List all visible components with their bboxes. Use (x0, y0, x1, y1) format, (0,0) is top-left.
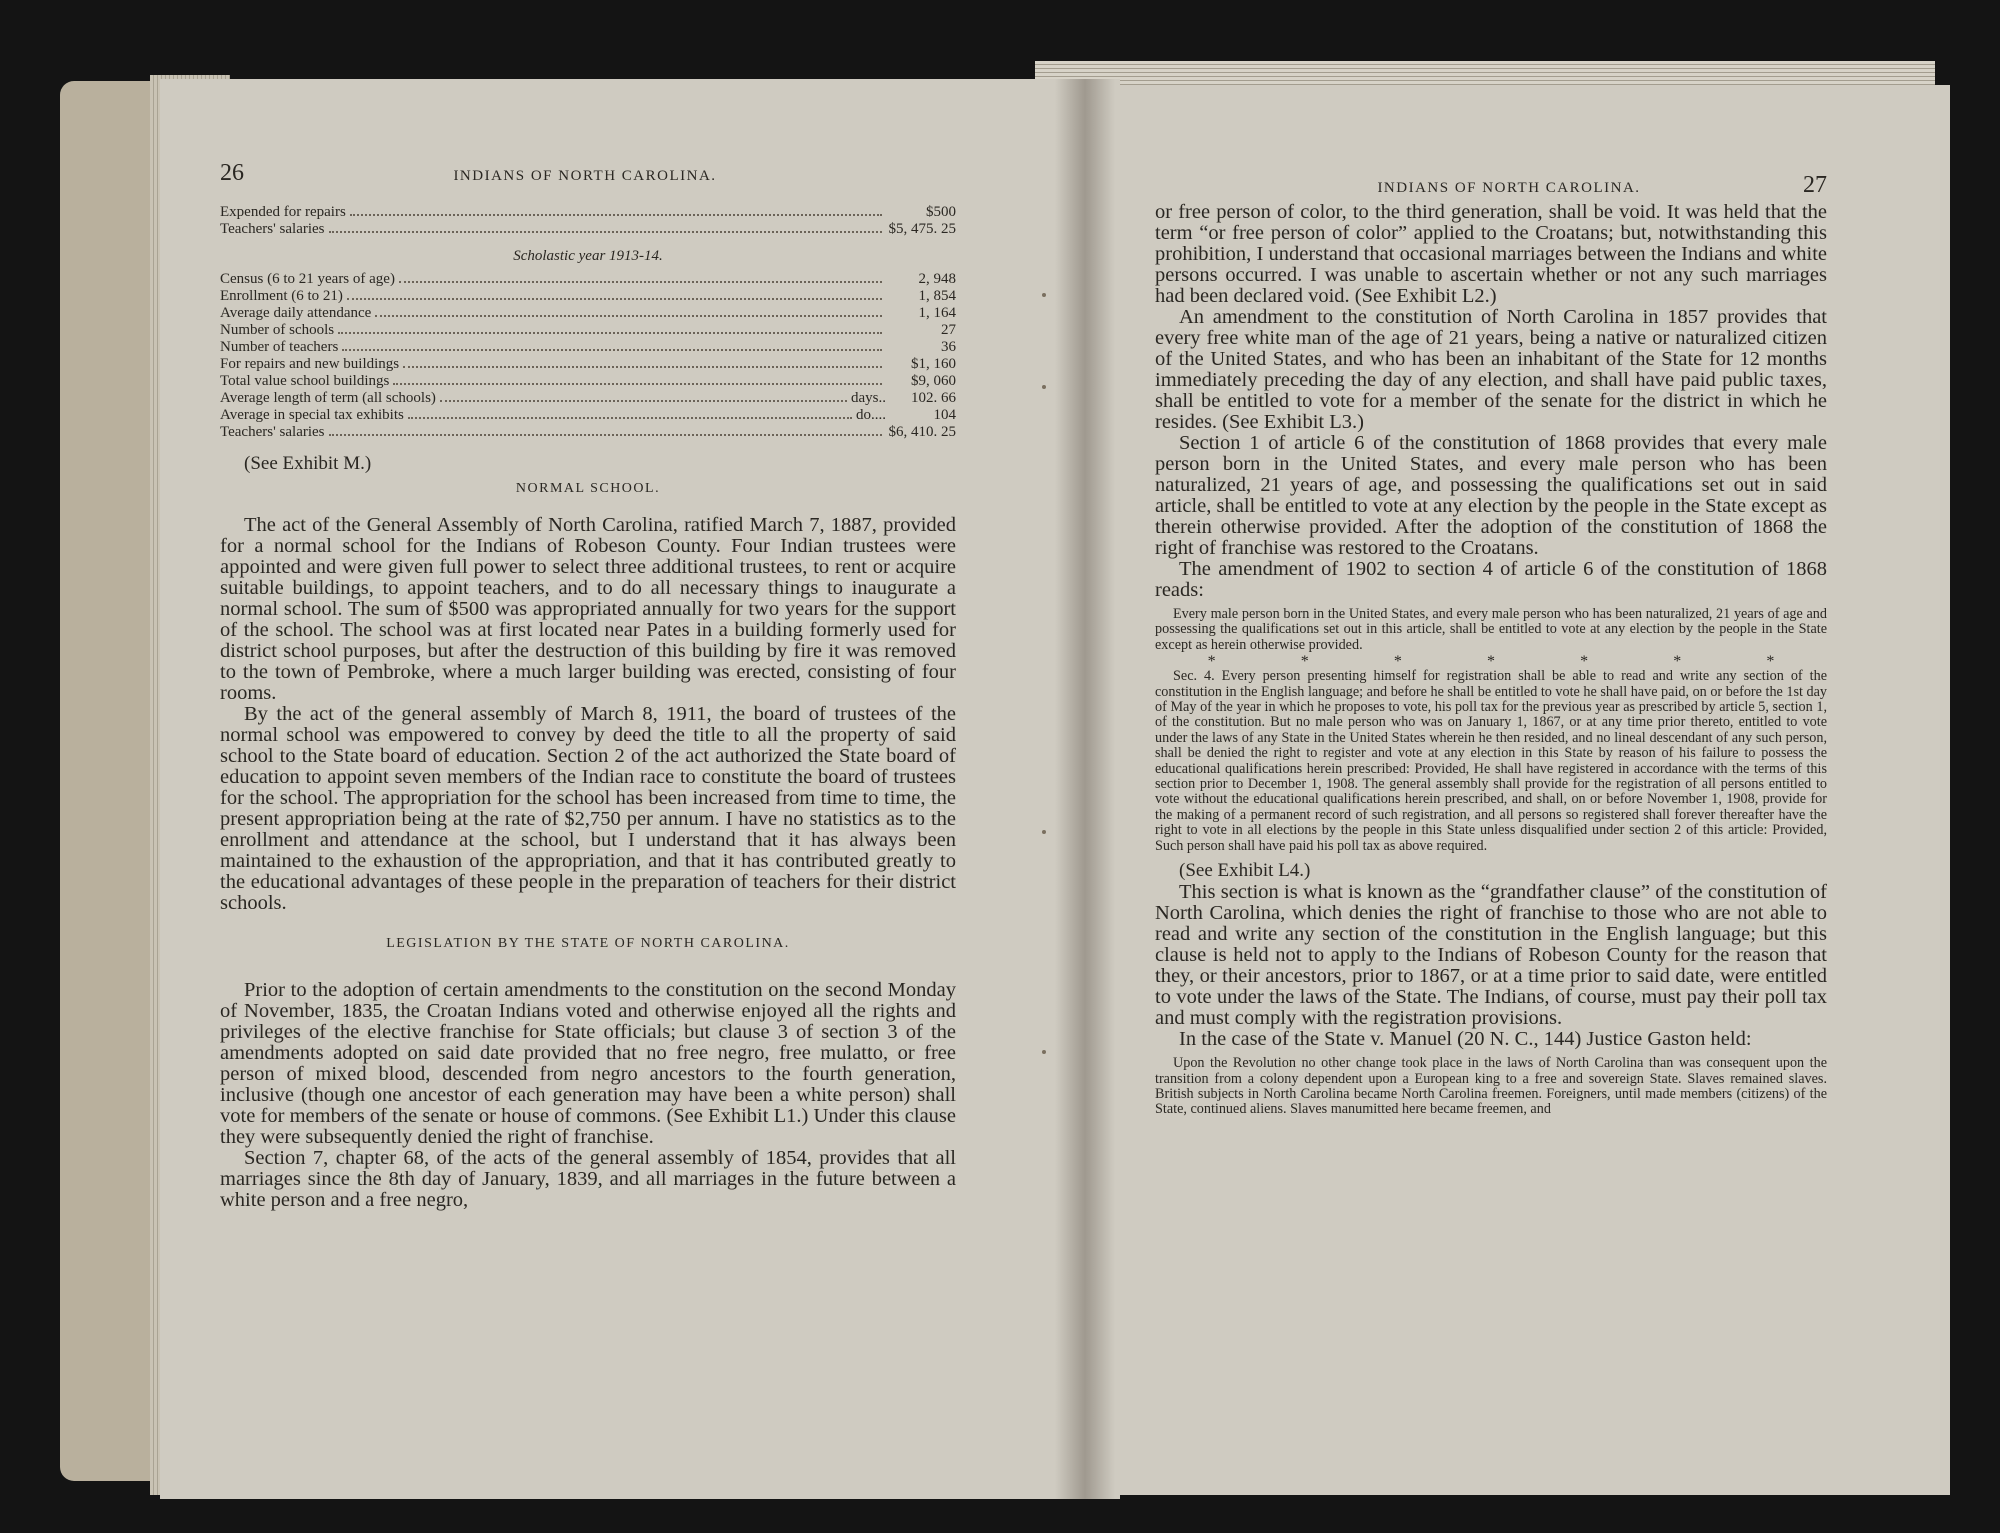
stat-row: Enrollment (6 to 21) 1, 854 (220, 288, 956, 304)
binding-stitch-mark (1042, 830, 1046, 834)
section-heading-legislation: LEGISLATION BY THE STATE OF NORTH CAROLINA. (386, 936, 790, 951)
page-stack-top-edge (1035, 61, 1935, 85)
left-page-content (220, 160, 956, 1211)
block-quote: Sec. 4. Every person presenting himself for registration shall be able to read and write any section of the constitution in the English language; and before he shall be entitled to vote he shall have paid, on or before the 1st day of May of the year in which he proposes to vote, his poll tax for the previous year as prescribed by article 5, section 1, of the constitution. But no male person who was on January 1, 1867, or at any time prior thereto, entitled to vote under the laws of any State in the United States wherein he then resided, and no lineal descendant of any such person, shall be denied the right to register and vote at any election in this State by reason of his failure to possess the educational qualifications herein prescribed: Provided, He shall have registered in accordance with the terms of this section prior to December 1, 1908. The general assembly shall provide for the registration of all persons entitled to vote without the educational qualifications herein prescribed, and shall, on or before November 1, 1908, provide for the making of a permanent record of such registration, and all persons so registered shall forever thereafter have the right to vote in all elections by the people in this State unless disqualified under section 2 of this article: Provided, Such person shall have paid his poll tax as above required. (1155, 668, 1827, 854)
paragraph: By the act of the general assembly of March 8, 1911, the board of trustees of the normal school was empowered to convey by deed the title to all the property of said school to the State board of education. Section 2 of the act authorized the State board of education to appoint seven members of the Indian race to constitute the board of trustees for the school. The appropriation for the school has been increased from time to time, the present appropriation being at the rate of $2,750 per annum. I have no statistics as to the enrollment and attendance at the school, but I understand that it has always been maintained to the exhaustion of the appropriation, and that it has contributed greatly to the educational advantages of these people in the preparation of teachers for their district schools. (220, 703, 956, 914)
book-gutter (1055, 79, 1115, 1499)
right-running-header (1155, 172, 1827, 202)
page-number: 27 (1802, 172, 1827, 198)
see-exhibit-note: (See Exhibit L4.) (1179, 860, 1311, 882)
expenditure-stats (220, 204, 956, 238)
stat-row: Number of schools 27 (220, 322, 956, 338)
stat-row: Average length of term (all schools) days.. 102. 66 (220, 390, 956, 406)
scholastic-stats (220, 271, 956, 441)
paragraph: The amendment of 1902 to section 4 of article 6 of the constitution of 1868 reads: (1155, 558, 1827, 601)
block-quote: Every male person born in the United States, and every male person who has been naturalized, 21 years of age and possessing the qualifications set out in this article, shall be entitled to vote at any election by the people in the State except as herein otherwise provided. (1155, 606, 1827, 653)
paragraph: or free person of color, to the third generation, shall be void. It was held that the term “or free person of color” applied to the Croatans; but, notwithstanding this prohibition, I understand that occasional marriages between the Indians and white persons occurred. I was unable to ascertain whether or not any such marriages had been declared void. (See Exhibit L2.) (1155, 201, 1827, 307)
page-number: 26 (220, 160, 244, 186)
paragraph: This section is what is known as the “grandfather clause” of the constitution of North Carolina, which denies the right of franchise to those who are not able to read and write any section of the constitution in the English language; but this clause is held not to apply to the Indians of Robeson County for the reason that they, or their ancestors, prior to 1867, or at a time prior to said date, were entitled to vote under the laws of the State. The Indians, of course, must pay their poll tax and must comply with the registration provisions. (1155, 881, 1827, 1030)
left-running-header (220, 160, 956, 190)
binding-stitch-mark (1042, 293, 1046, 297)
stat-row: Teachers' salaries $6, 410. 25 (220, 424, 956, 440)
stat-row: Average daily attendance 1, 164 (220, 305, 956, 321)
paragraph: An amendment to the constitution of North Carolina in 1857 provides that every free white man of the age of 21 years, being a native or naturalized citizen of the United States, and who has been an inhabitant of the State for 12 months immediately preceding the day of any election, and shall have paid public taxes, shall be entitled to vote for a member of the senate for the district in which he resides. (See Exhibit L3.) (1155, 306, 1827, 433)
see-exhibit-note: (See Exhibit M.) (244, 453, 372, 474)
stat-row: Census (6 to 21 years of age) 2, 948 (220, 271, 956, 287)
stat-row: Average in special tax exhibits do.... 104 (220, 407, 956, 423)
running-head-title: INDIANS OF NORTH CAROLINA. (453, 168, 717, 184)
block-quote: Upon the Revolution no other change took place in the laws of North Carolina than was consequent upon the transition from a colony dependent upon a European king to a free and sovereign State. Slaves remained slaves. British subjects in North Carolina became North Carolina freemen. Foreigners, until made members (citizens) of the State, continued aliens. Slaves manumitted here became freemen, and (1155, 1055, 1827, 1118)
stat-row: Number of teachers 36 (220, 339, 956, 355)
paragraph: Section 1 of article 6 of the constitution of 1868 provides that every male person born in the United States, and every male person who has been naturalized, 21 years of age, and possessing the qualifications set out in said article, shall be entitled to vote at any election by the people in the State except as therein otherwise provided. After the adoption of the constitution of 1868 the right of franchise was restored to the Croatans. (1155, 432, 1827, 559)
paragraph: Section 7, chapter 68, of the acts of the general assembly of 1854, provides that all marriages since the 8th day of January, 1839, and all marriages in the future between a white person and a free negro, (220, 1147, 956, 1211)
stat-row: Total value school buildings $9, 060 (220, 373, 956, 389)
paragraph: In the case of the State v. Manuel (20 N. C., 144) Justice Gaston held: (1179, 1028, 1752, 1051)
paragraph: Prior to the adoption of certain amendments to the constitution on the second Monday of November, 1835, the Croatan Indians voted and otherwise enjoyed all the rights and privileges of the elective franchise for State officials; but clause 3 of section 3 of the amendments adopted on said date provided that no free negro, free mulatto, or free person of mixed blood, descended from negro ancestors to the fourth generation, inclusive (though one ancestor of each generation may have been a white person) shall vote for members of the senate or house of commons. (See Exhibit L1.) Under this clause they were subsequently denied the right of franchise. (220, 979, 956, 1148)
running-head-title: INDIANS OF NORTH CAROLINA. (1377, 180, 1641, 196)
paragraph: The act of the General Assembly of North Carolina, ratified March 7, 1887, provided for a normal school for the Indians of Robeson County. Four Indian trustees were appointed and were given full power to select three additional trustees, to rent or acquire suitable buildings, to appoint teachers, and to do all necessary things to inaugurate a normal school. The sum of $500 was appropriated annually for two years for the support of the school. The school was at first located near Pates in a building formerly used for district school purposes, but after the destruction of this building by fire it was removed to the town of Pembroke, where a much larger building was erected, consisting of four rooms. (220, 514, 956, 704)
binding-stitch-mark (1042, 385, 1046, 389)
stat-row: For repairs and new buildings $1, 160 (220, 356, 956, 372)
binding-stitch-mark (1042, 1050, 1046, 1054)
stat-row: Teachers' salaries $5, 475. 25 (220, 221, 956, 237)
right-page-content (1155, 172, 1827, 1118)
ellipsis-stars: * * * * * * * (1207, 653, 1775, 671)
section-heading-normal-school: NORMAL SCHOOL. (515, 481, 661, 496)
stat-row: Expended for repairs $500 (220, 204, 956, 220)
scholastic-year-heading: Scholastic year 1913-14. (513, 248, 663, 264)
